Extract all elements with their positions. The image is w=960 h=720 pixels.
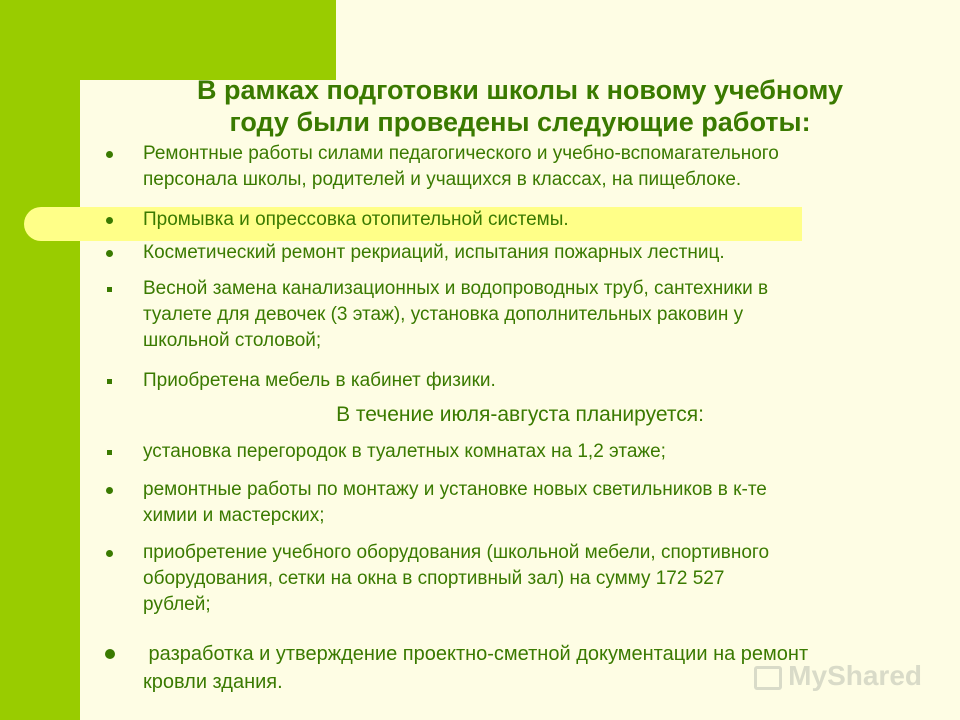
list-item bbox=[100, 477, 950, 529]
list-item-line: ремонтные работы по монтажу и установке новых светильников в к-те bbox=[143, 479, 767, 500]
slide-title bbox=[80, 74, 960, 138]
list-item bbox=[100, 240, 950, 266]
list-item-line: приобретение учебного оборудования (школьной мебели, спортивного bbox=[143, 542, 770, 563]
list-item-line: Весной замена канализационных и водопроводных труб, сантехники в bbox=[143, 278, 769, 299]
list-item-line: рублей; bbox=[143, 594, 211, 615]
presentation-icon bbox=[754, 666, 782, 690]
list-item-line: оборудования, сетки на окна в спортивный зал) на сумму 172 527 bbox=[143, 568, 725, 589]
list-item-line: Промывка и опрессовка отопительной системы. bbox=[143, 209, 569, 230]
list-item-line: Косметический ремонт рекриаций, испытания пожарных лестниц. bbox=[143, 242, 725, 263]
list-item-line: химии и мастерских; bbox=[143, 505, 325, 526]
list-item bbox=[100, 368, 950, 394]
title-line-1: В рамках подготовки школы к новому учебному bbox=[196, 75, 844, 105]
list-item-line: разработка и утверждение проектно-сметной документации на ремонт bbox=[143, 643, 809, 665]
list-item bbox=[100, 276, 950, 354]
list-item-line: Приобретена мебель в кабинет физики. bbox=[143, 370, 496, 391]
list-item-line: туалете для девочек (3 этаж), установка дополнительных раковин у bbox=[143, 304, 744, 325]
watermark-text: MyShared bbox=[788, 660, 922, 691]
left-green-band bbox=[0, 0, 80, 720]
list-item-line: кровли здания. bbox=[143, 671, 283, 693]
list-item bbox=[100, 207, 950, 233]
plans-subheading: В течение июля-августа планируется: bbox=[336, 403, 704, 426]
list-item-line: персонала школы, родителей и учащихся в классах, на пищеблоке. bbox=[143, 169, 742, 190]
list-item bbox=[100, 439, 950, 465]
top-green-band bbox=[80, 0, 336, 80]
list-item-line: Ремонтные работы силами педагогического и учебно-вспомагательного bbox=[143, 143, 779, 164]
list-item bbox=[100, 141, 950, 193]
list-item bbox=[100, 540, 950, 618]
title-line-2: году были проведены следующие работы: bbox=[229, 107, 811, 137]
list-item-line: школьной столовой; bbox=[143, 330, 322, 351]
list-item-line: установка перегородок в туалетных комнатах на 1,2 этаже; bbox=[143, 441, 666, 462]
watermark bbox=[754, 660, 922, 692]
